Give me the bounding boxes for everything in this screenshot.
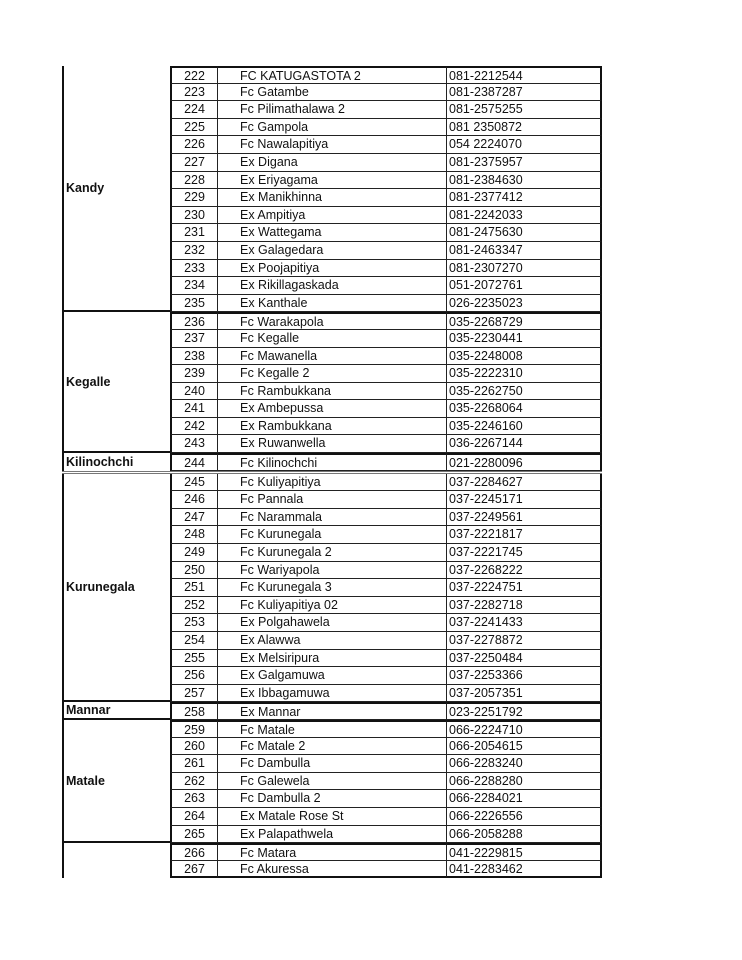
phone-number: 041-2283462	[447, 861, 602, 879]
row-number: 224	[170, 101, 218, 119]
table-row	[170, 295, 602, 313]
phone-number: 035-2230441	[447, 330, 602, 348]
row-number: 229	[170, 189, 218, 207]
phone-number: 037-2221817	[447, 526, 602, 544]
row-number: 223	[170, 84, 218, 102]
row-number: 258	[170, 702, 218, 720]
table-row	[170, 738, 602, 756]
district-name: Mannar	[62, 702, 170, 720]
table-row	[170, 755, 602, 773]
office-name: Ex Rikillagaskada	[218, 277, 447, 295]
office-name: Fc Kurunegala 3	[218, 579, 447, 597]
row-number: 262	[170, 773, 218, 791]
office-name: Ex Galagedara	[218, 242, 447, 260]
phone-number: 066-2054615	[447, 738, 602, 756]
district-rows	[170, 312, 602, 453]
phone-number: 037-2278872	[447, 632, 602, 650]
office-name: Ex Alawwa	[218, 632, 447, 650]
office-name: Fc Galewela	[218, 773, 447, 791]
row-number: 252	[170, 597, 218, 615]
phone-number: 037-2282718	[447, 597, 602, 615]
row-number: 265	[170, 826, 218, 844]
row-number: 244	[170, 453, 218, 471]
row-number: 230	[170, 207, 218, 225]
district-rows	[170, 453, 602, 471]
table-row	[170, 348, 602, 366]
row-number: 235	[170, 295, 218, 313]
phone-number: 037-2221745	[447, 544, 602, 562]
phone-number: 066-2284021	[447, 790, 602, 808]
office-name: Ex Polgahawela	[218, 614, 447, 632]
office-name: Ex Matale Rose St	[218, 808, 447, 826]
row-number: 255	[170, 650, 218, 668]
office-name: Fc Wariyapola	[218, 562, 447, 580]
table-row	[170, 562, 602, 580]
district-name	[62, 843, 170, 878]
phone-number: 037-2284627	[447, 474, 602, 492]
table-row	[170, 773, 602, 791]
office-name: Fc Kurunegala	[218, 526, 447, 544]
office-name: Fc Gatambe	[218, 84, 447, 102]
table-row	[170, 702, 602, 720]
row-number: 226	[170, 136, 218, 154]
table-row	[170, 136, 602, 154]
phone-number: 036-2267144	[447, 435, 602, 453]
phone-number: 037-2249561	[447, 509, 602, 527]
office-name: Ex Ibbagamuwa	[218, 685, 447, 703]
table-row	[170, 843, 602, 861]
office-name: Fc Rambukkana	[218, 383, 447, 401]
table-row	[170, 720, 602, 738]
phone-number: 035-2248008	[447, 348, 602, 366]
phone-number: 035-2222310	[447, 365, 602, 383]
row-number: 251	[170, 579, 218, 597]
office-name: Ex Digana	[218, 154, 447, 172]
office-name: Fc Matale 2	[218, 738, 447, 756]
row-number: 267	[170, 861, 218, 879]
office-name: Fc Matale	[218, 720, 447, 738]
district-rows	[170, 720, 602, 843]
district-rows	[170, 843, 602, 878]
table-row	[170, 614, 602, 632]
table-row	[170, 861, 602, 879]
phone-number: 021-2280096	[447, 453, 602, 471]
phone-number: 081-2463347	[447, 242, 602, 260]
row-number: 228	[170, 172, 218, 190]
phone-number: 035-2268729	[447, 312, 602, 330]
table-row	[170, 597, 602, 615]
phone-number: 026-2235023	[447, 295, 602, 313]
phone-number: 066-2058288	[447, 826, 602, 844]
phone-number: 037-2224751	[447, 579, 602, 597]
office-name: Ex Mannar	[218, 702, 447, 720]
phone-number: 037-2253366	[447, 667, 602, 685]
row-number: 241	[170, 400, 218, 418]
district-rows	[170, 66, 602, 312]
office-name: Ex Ambepussa	[218, 400, 447, 418]
table-row	[170, 84, 602, 102]
contact-table	[62, 66, 602, 878]
district-group-kilinochchi	[62, 453, 602, 474]
district-name: Kurunegala	[62, 474, 170, 703]
phone-number: 041-2229815	[447, 843, 602, 861]
district-group-kandy	[62, 66, 602, 312]
phone-number: 066-2283240	[447, 755, 602, 773]
table-row	[170, 312, 602, 330]
office-name: Ex Manikhinna	[218, 189, 447, 207]
office-name: FC KATUGASTOTA 2	[218, 66, 447, 84]
phone-number: 037-2245171	[447, 491, 602, 509]
table-row	[170, 650, 602, 668]
table-row	[170, 154, 602, 172]
table-row	[170, 579, 602, 597]
table-row	[170, 172, 602, 190]
office-name: Ex Galgamuwa	[218, 667, 447, 685]
table-row	[170, 491, 602, 509]
table-row	[170, 101, 602, 119]
row-number: 249	[170, 544, 218, 562]
row-number: 253	[170, 614, 218, 632]
row-number: 234	[170, 277, 218, 295]
row-number: 261	[170, 755, 218, 773]
office-name: Fc Matara	[218, 843, 447, 861]
office-name: Fc Mawanella	[218, 348, 447, 366]
phone-number: 037-2241433	[447, 614, 602, 632]
table-row	[170, 189, 602, 207]
office-name: Fc Warakapola	[218, 312, 447, 330]
phone-number: 054 2224070	[447, 136, 602, 154]
row-number: 237	[170, 330, 218, 348]
phone-number: 081-2387287	[447, 84, 602, 102]
row-number: 238	[170, 348, 218, 366]
office-name: Ex Palapathwela	[218, 826, 447, 844]
table-row	[170, 544, 602, 562]
phone-number: 081-2242033	[447, 207, 602, 225]
row-number: 236	[170, 312, 218, 330]
district-group-matara	[62, 843, 602, 878]
table-row	[170, 400, 602, 418]
table-row	[170, 242, 602, 260]
row-number: 243	[170, 435, 218, 453]
table-row	[170, 224, 602, 242]
office-name: Fc Pilimathalawa 2	[218, 101, 447, 119]
row-number: 227	[170, 154, 218, 172]
district-group-kurunegala	[62, 474, 602, 703]
table-row	[170, 66, 602, 84]
phone-number: 037-2268222	[447, 562, 602, 580]
office-name: Fc Narammala	[218, 509, 447, 527]
row-number: 233	[170, 260, 218, 278]
phone-number: 037-2250484	[447, 650, 602, 668]
row-number: 248	[170, 526, 218, 544]
office-name: Ex Kanthale	[218, 295, 447, 313]
row-number: 245	[170, 474, 218, 492]
phone-number: 035-2262750	[447, 383, 602, 401]
office-name: Ex Rambukkana	[218, 418, 447, 436]
office-name: Fc Kuliyapitiya 02	[218, 597, 447, 615]
row-number: 225	[170, 119, 218, 137]
row-number: 239	[170, 365, 218, 383]
row-number: 232	[170, 242, 218, 260]
district-rows	[170, 474, 602, 703]
office-name: Fc Akuressa	[218, 861, 447, 879]
row-number: 246	[170, 491, 218, 509]
table-row	[170, 365, 602, 383]
office-name: Ex Ampitiya	[218, 207, 447, 225]
row-number: 257	[170, 685, 218, 703]
phone-number: 066-2226556	[447, 808, 602, 826]
table-row	[170, 808, 602, 826]
table-row	[170, 207, 602, 225]
office-name: Ex Wattegama	[218, 224, 447, 242]
office-name: Fc Kilinochchi	[218, 453, 447, 471]
table-row	[170, 260, 602, 278]
row-number: 254	[170, 632, 218, 650]
row-number: 264	[170, 808, 218, 826]
row-number: 247	[170, 509, 218, 527]
table-row	[170, 790, 602, 808]
table-row	[170, 826, 602, 844]
district-name: Matale	[62, 720, 170, 843]
office-name: Fc Nawalapitiya	[218, 136, 447, 154]
office-name: Fc Kurunegala 2	[218, 544, 447, 562]
row-number: 256	[170, 667, 218, 685]
phone-number: 081-2377412	[447, 189, 602, 207]
phone-number: 081-2307270	[447, 260, 602, 278]
table-row	[170, 383, 602, 401]
phone-number: 035-2246160	[447, 418, 602, 436]
phone-number: 066-2288280	[447, 773, 602, 791]
phone-number: 023-2251792	[447, 702, 602, 720]
row-number: 263	[170, 790, 218, 808]
row-number: 260	[170, 738, 218, 756]
table-row	[170, 667, 602, 685]
table-row	[170, 474, 602, 492]
phone-number: 081-2575255	[447, 101, 602, 119]
table-row	[170, 277, 602, 295]
district-group-matale	[62, 720, 602, 843]
table-row	[170, 418, 602, 436]
district-rows	[170, 702, 602, 720]
office-name: Fc Gampola	[218, 119, 447, 137]
table-row	[170, 453, 602, 471]
table-row	[170, 330, 602, 348]
office-name: Fc Dambulla	[218, 755, 447, 773]
office-name: Ex Melsiripura	[218, 650, 447, 668]
district-group-mannar	[62, 702, 602, 720]
phone-number: 066-2224710	[447, 720, 602, 738]
district-name: Kandy	[62, 66, 170, 312]
office-name: Fc Kegalle 2	[218, 365, 447, 383]
table-row	[170, 509, 602, 527]
phone-number: 081-2384630	[447, 172, 602, 190]
phone-number: 081-2212544	[447, 66, 602, 84]
phone-number: 081-2375957	[447, 154, 602, 172]
district-name: Kilinochchi	[62, 453, 170, 471]
table-row	[170, 526, 602, 544]
row-number: 259	[170, 720, 218, 738]
office-name: Fc Pannala	[218, 491, 447, 509]
row-number: 266	[170, 843, 218, 861]
office-name: Ex Poojapitiya	[218, 260, 447, 278]
table-row	[170, 435, 602, 453]
office-name: Ex Eriyagama	[218, 172, 447, 190]
phone-number: 051-2072761	[447, 277, 602, 295]
phone-number: 081 2350872	[447, 119, 602, 137]
office-name: Ex Ruwanwella	[218, 435, 447, 453]
office-name: Fc Kuliyapitiya	[218, 474, 447, 492]
phone-number: 035-2268064	[447, 400, 602, 418]
row-number: 240	[170, 383, 218, 401]
table-row	[170, 119, 602, 137]
row-number: 222	[170, 66, 218, 84]
phone-number: 037-2057351	[447, 685, 602, 703]
row-number: 242	[170, 418, 218, 436]
office-name: Fc Dambulla 2	[218, 790, 447, 808]
row-number: 250	[170, 562, 218, 580]
office-name: Fc Kegalle	[218, 330, 447, 348]
district-group-kegalle	[62, 312, 602, 453]
table-row	[170, 632, 602, 650]
row-number: 231	[170, 224, 218, 242]
district-name: Kegalle	[62, 312, 170, 453]
table-row	[170, 685, 602, 703]
phone-number: 081-2475630	[447, 224, 602, 242]
